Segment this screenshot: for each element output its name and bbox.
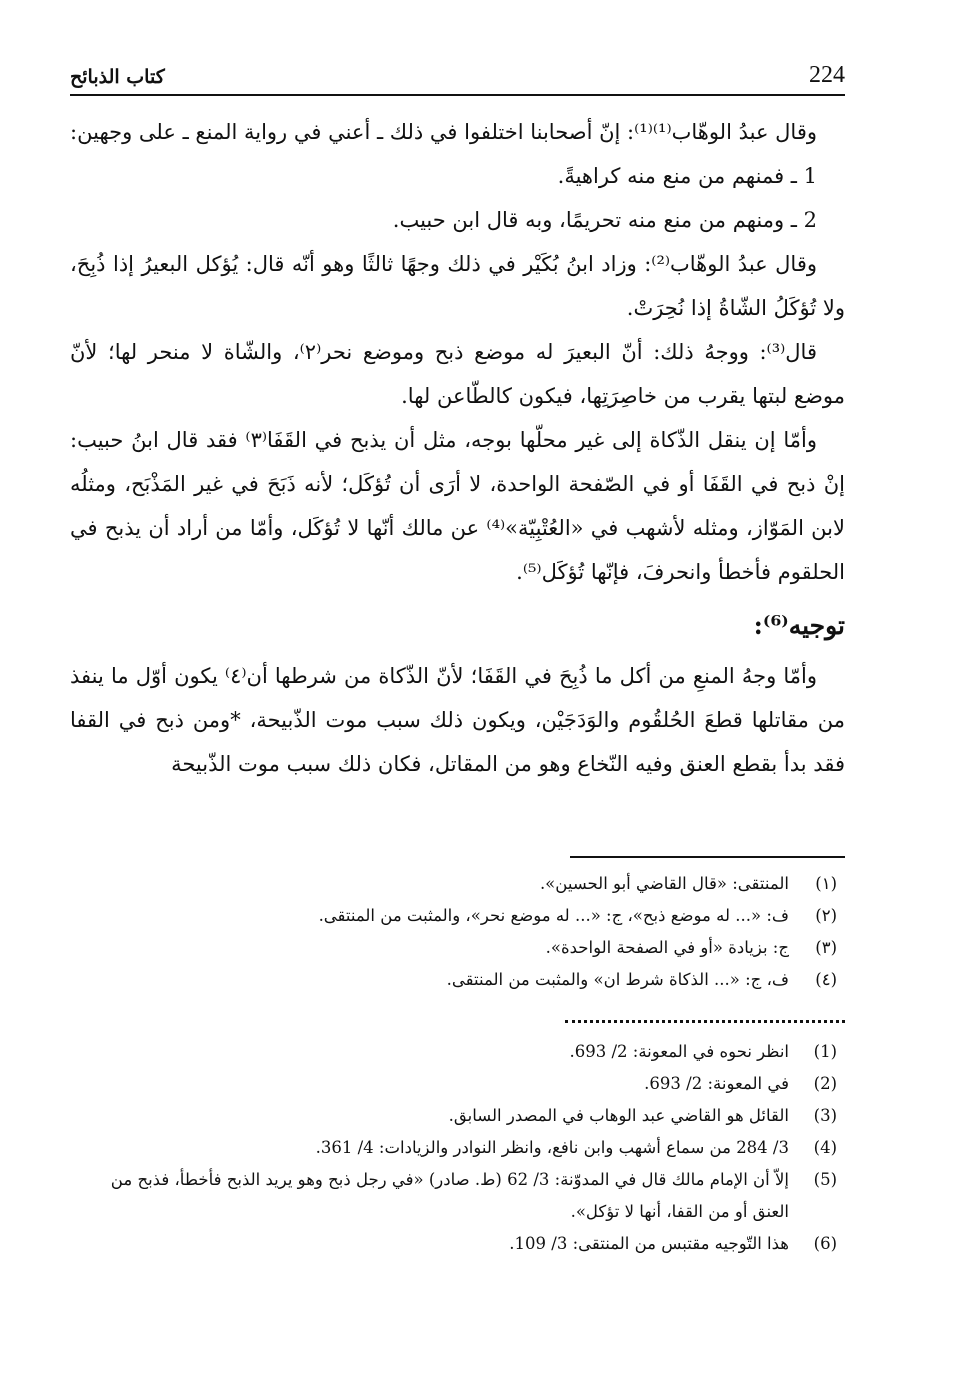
footnote-text: المنتقى: «قال القاضي أبو الحسين». (539, 874, 789, 893)
footnote-item (70, 932, 845, 964)
footnote-item (70, 900, 845, 932)
list-item-2: 2 ـ ومنهم من منع منه تحريمًا، وبه قال ابن حبيب. (392, 208, 817, 232)
main-text (70, 110, 845, 786)
footnote-number: (4) (813, 1138, 837, 1157)
paragraph-2: وقال عبدُ الوهّاب⁽²⁾: وزاد ابنُ بُكَيْر في ذلك وجهًا ثالثًا وهو أنّه قال: يُؤكل البعيرُ إذا ذُبِحَ، ولا تُؤكَلُ الشّاةُ إذا نُحِرَتْ. (70, 252, 845, 320)
footnote-text: ف، ج: «... الذكاة شرط ان» والمثبت من المنتقى. (446, 970, 789, 989)
manuscript-footnotes (70, 868, 845, 996)
footnote-number: (٤) (815, 970, 837, 989)
footnote-number: (5) (813, 1170, 837, 1189)
footnote-text: إلاّ أن الإمام مالك قال في المدوّنة: 3/ 62 (ط. صادر) «في رجل ذبح وهو يريد الذبح فأخطأ، فذبح من العنق أو من القفا، أنها لا تؤكل». (110, 1170, 789, 1221)
footnote-number: (٢) (815, 906, 837, 925)
footnote-number: (6) (813, 1234, 837, 1253)
footnote-text: القائل هو القاضي عبد الوهاب في المصدر السابق. (448, 1106, 789, 1125)
paragraph-4: وأمّا إن ينقل الذّكاة إلى غير محلّها بوجه، مثل أن يذبح في القَفَا⁽٣⁾ فقد قال ابنُ حبيب: إنْ ذبح في القَفَا أو في الصّفحة الواحدة، لا أرَى أن تُؤكَل؛ لأنه ذَبَحَ في غير المَذْبَح، ومثلُه لابن المَوّاز، ومثله لأشهب في «العُتْبِيّة»⁽⁴⁾ عن مالك أنّها لا تُؤكَل، وأمّا من أراد أن يذبح في الحلقوم فأخطأ وانحرفَ، فإنّها تُؤكَل⁽⁵⁾. (70, 428, 845, 584)
footnote-item (70, 868, 845, 900)
footnote-text: انظر نحوه في المعونة: 2/ 693. (569, 1042, 789, 1061)
footnote-separator (570, 856, 845, 858)
paragraph-1: وقال عبدُ الوهّاب⁽¹⁾⁽¹⁾: إنّ أصحابنا اختلفوا في ذلك ـ أعني في رواية المنع ـ على وجهين: (70, 120, 817, 144)
footnote-item (70, 964, 845, 996)
footnote-number: (3) (813, 1106, 837, 1125)
footnote-item (70, 1100, 845, 1132)
footnote-number: (1) (813, 1042, 837, 1061)
footnote-text: في المعونة: 2/ 693. (644, 1074, 789, 1093)
footnote-text: ج: بزيادة «أو في الصفحة الواحدة». (545, 938, 789, 957)
list-item-1: 1 ـ فمنهم من منع منه كراهيةً. (557, 164, 817, 188)
dotted-separator (565, 1020, 845, 1023)
paragraph-3: قال⁽³⁾: ووجهُ ذلك: أنّ البعيرَ له موضع ذبح وموضع نحر⁽٢⁾، والشّاة لا منحر لها؛ لأنّ موضع لبتها يقرب من خاصِرَتِها، فيكون كالطّاعن لها. (70, 340, 845, 408)
footnote-number: (2) (813, 1074, 837, 1093)
page-number: 224 (809, 62, 845, 88)
footnote-item (70, 1164, 845, 1228)
footnote-text: 3/ 284 من سماع أشهب وابن نافع، وانظر النوادر والزيادات: 4/ 361. (315, 1138, 789, 1157)
reference-footnotes (70, 1036, 845, 1260)
footnote-text: ف: «... له موضع ذبح»، ج: «... له موضع نحر»، والمثبت من المنتقى. (318, 906, 789, 925)
footnote-item (70, 1132, 845, 1164)
running-title: كتاب الذبائح (70, 66, 165, 88)
book-page (70, 0, 845, 1377)
section-heading: توجيه⁽⁶⁾: (753, 611, 845, 640)
footnote-item (70, 1228, 845, 1260)
footnote-item (70, 1036, 845, 1068)
footnote-number: (٣) (815, 938, 837, 957)
paragraph-5: وأمّا وجهُ المنعِ من أكل ما ذُبِحَ في القَفَا؛ لأنّ الذّكاة من شرطها أن⁽٤⁾ يكون أوّل ما ينفذ من مقاتلها قطعَ الحُلقُوم والوَدَجَيْن، ويكون ذلك سبب موت الذّبيحة، *ومن ذبح في القفا فقد بدأ بقطع العنق وفيه النّخاع وهو من المقاتل، فكان ذلك سبب موت الذّبيحة (70, 664, 845, 776)
footnote-text: هذا التّوجيه مقتبس من المنتقى: 3/ 109. (509, 1234, 789, 1253)
footnote-item (70, 1068, 845, 1100)
page-header (70, 60, 845, 96)
footnote-number: (١) (815, 874, 837, 893)
